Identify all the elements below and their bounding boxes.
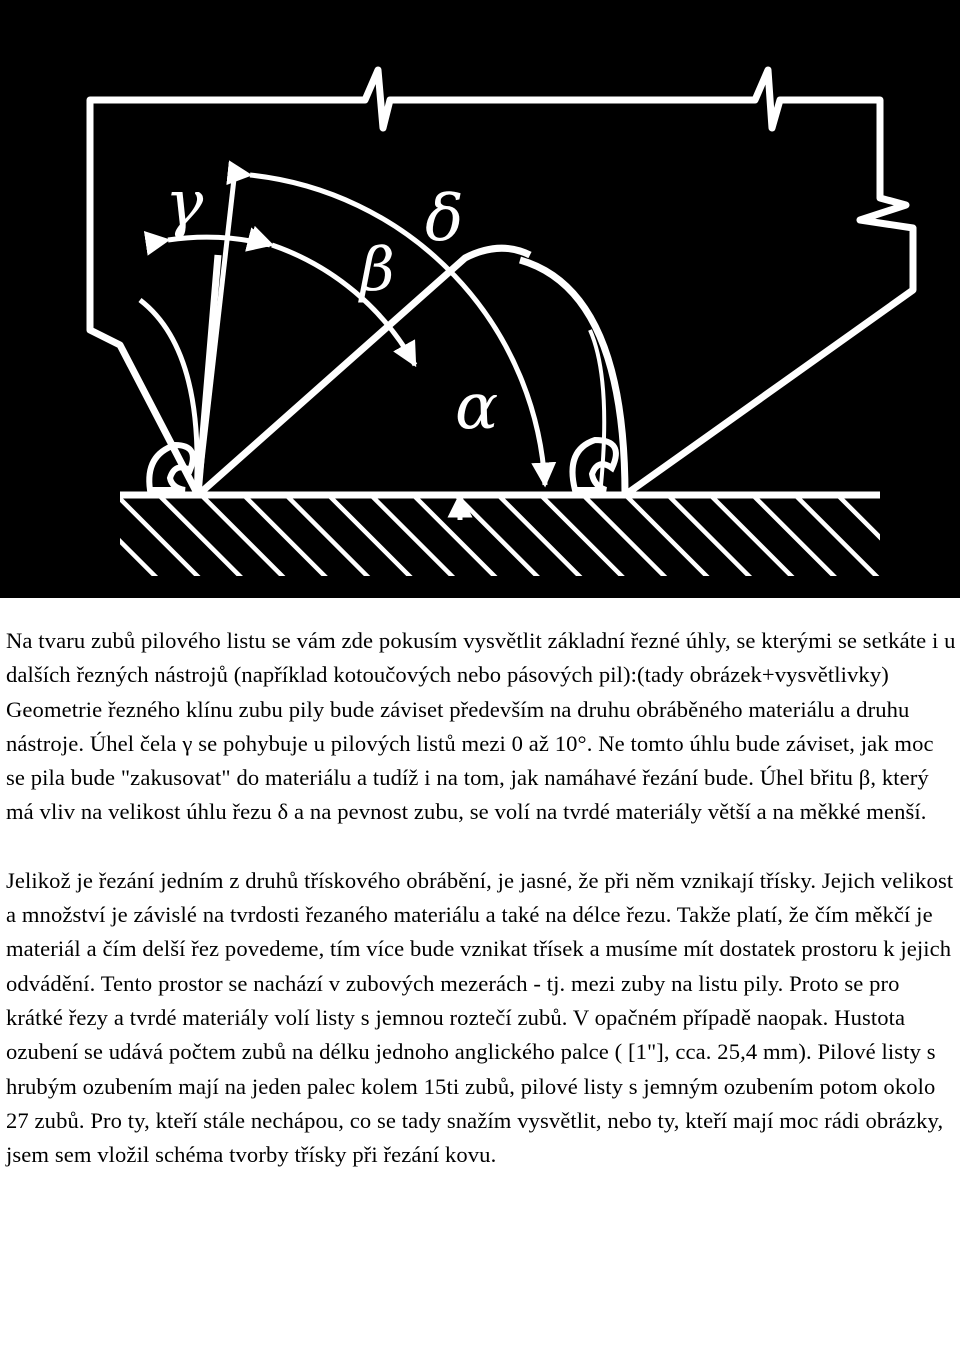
delta-label: δ — [425, 182, 464, 256]
paragraph-1: Na tvaru zubů pilového listu se vám zde pokusím vysvětlit základní řezné úhly, se kterými se setkáte i u dalších řezných nástrojů (například kotoučových nebo pásových pil):(tady obrázek+vysvětlivky) Geometrie řezného klínu zubu pily bude záviset především na druhu obráběného materiálu a druhu nástroje. Úhel čela γ se pohybuje u pilových listů mezi 0 až 10°. Ne tomto úhlu bude záviset, jak moc se pila bude "zakusovat" do materiálu a tudíž i na tom, jak namáhavé řezání bude. Úhel břitu β, který má vliv na velikost úhlu řezu δ a na pevnost zubu, se volí na tvrdé materiály větší a na měkké menší. — [6, 628, 956, 825]
paragraph-2: Jelikož je řezání jedním z druhů třískového obrábění, je jasné, že při něm vznikají třísky. Jejich velikost a množství je závislé na tvrdosti řezaného materiálu a také na délce řezu. Takže platí, že čím měkčí je materiál a čím delší řez povedeme, tím více bude vznikat třísek a musíme mít dostatek prostoru k jejich odvádění. Tento prostor se nachází v zubových mezerách - tj. mezi zuby na listu pily. Proto se pro krátké řezy a tvrdé materiály volí listy s jemnou roztečí zubů. V opačném případě naopak. Hustota ozubení se udává počtem zubů na délku jednoho anglického palce ( [1"], cca. 25,4 mm). Pilové listy s hrubým ozubením mají na jeden palec kolem 15ti zubů, pilové listy s jemným ozubením potom okolo 27 zubů. Pro ty, kteří stále nechápou, co se tady snažím vysvětlit, nebo ty, kteří mají moc rádi obrázky, jsem sem vložil schéma tvorby třísky při řezání kovu. — [6, 867, 954, 1168]
vertical-reference-line — [198, 170, 235, 495]
saw-tooth-diagram — [0, 0, 960, 598]
chip-right — [573, 440, 616, 490]
chip-left — [149, 445, 193, 490]
gamma-label: γ — [165, 167, 204, 241]
article-text — [6, 624, 956, 1172]
delta-arc — [250, 175, 545, 485]
beta-label: β — [360, 235, 395, 305]
workpiece-hatching — [120, 498, 880, 576]
alpha-label: α — [455, 370, 499, 444]
saw-tooth-geometry-figure — [0, 0, 960, 598]
